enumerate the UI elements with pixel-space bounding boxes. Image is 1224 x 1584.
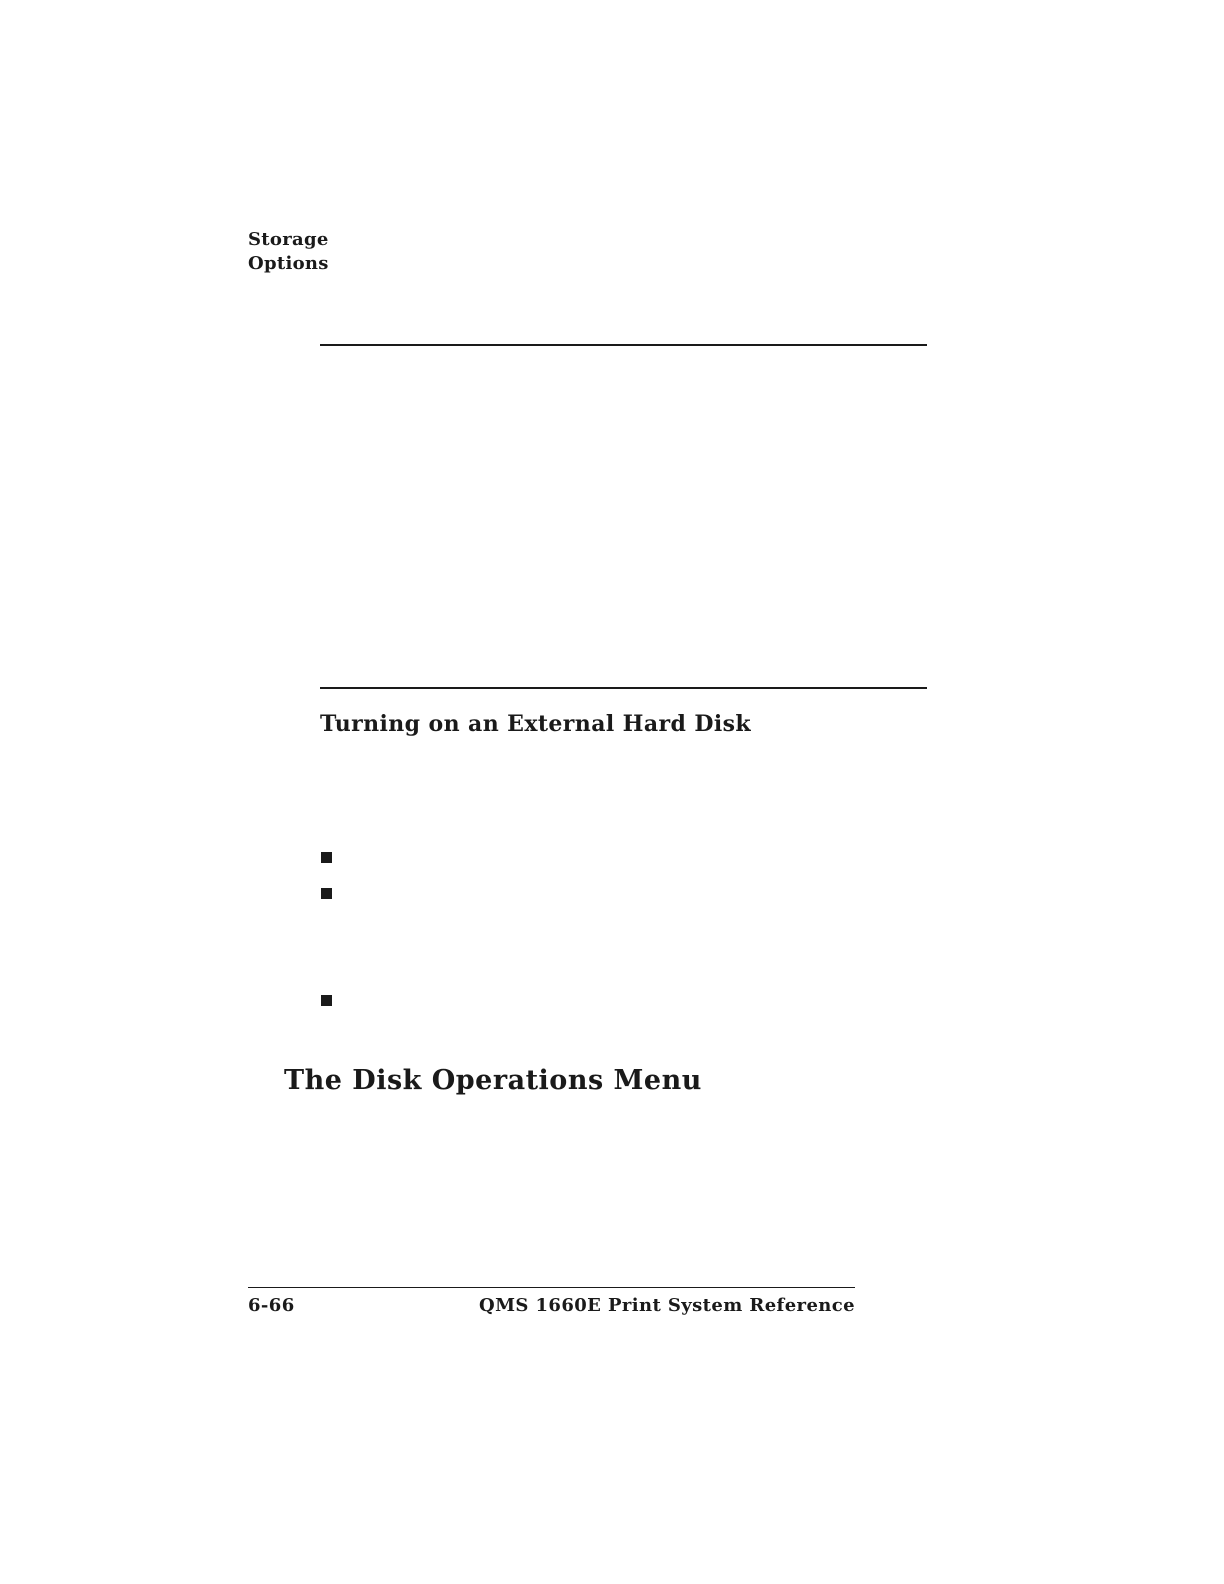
footer-rule	[248, 1287, 855, 1288]
bullet-icon	[321, 995, 332, 1006]
section-heading: The Disk Operations Menu	[284, 1065, 702, 1096]
section-rule	[320, 687, 927, 689]
section-tab-line-2: Options	[248, 253, 329, 274]
page-number: 6-66	[248, 1295, 295, 1316]
top-rule	[320, 344, 927, 346]
footer	[248, 1294, 855, 1318]
bullet-icon	[321, 852, 332, 863]
section-tab	[248, 228, 329, 276]
bullet-icon	[321, 888, 332, 899]
book-title: QMS 1660E Print System Reference	[479, 1295, 855, 1316]
subheading: Turning on an External Hard Disk	[320, 711, 752, 737]
section-tab-line-1: Storage	[248, 229, 329, 250]
